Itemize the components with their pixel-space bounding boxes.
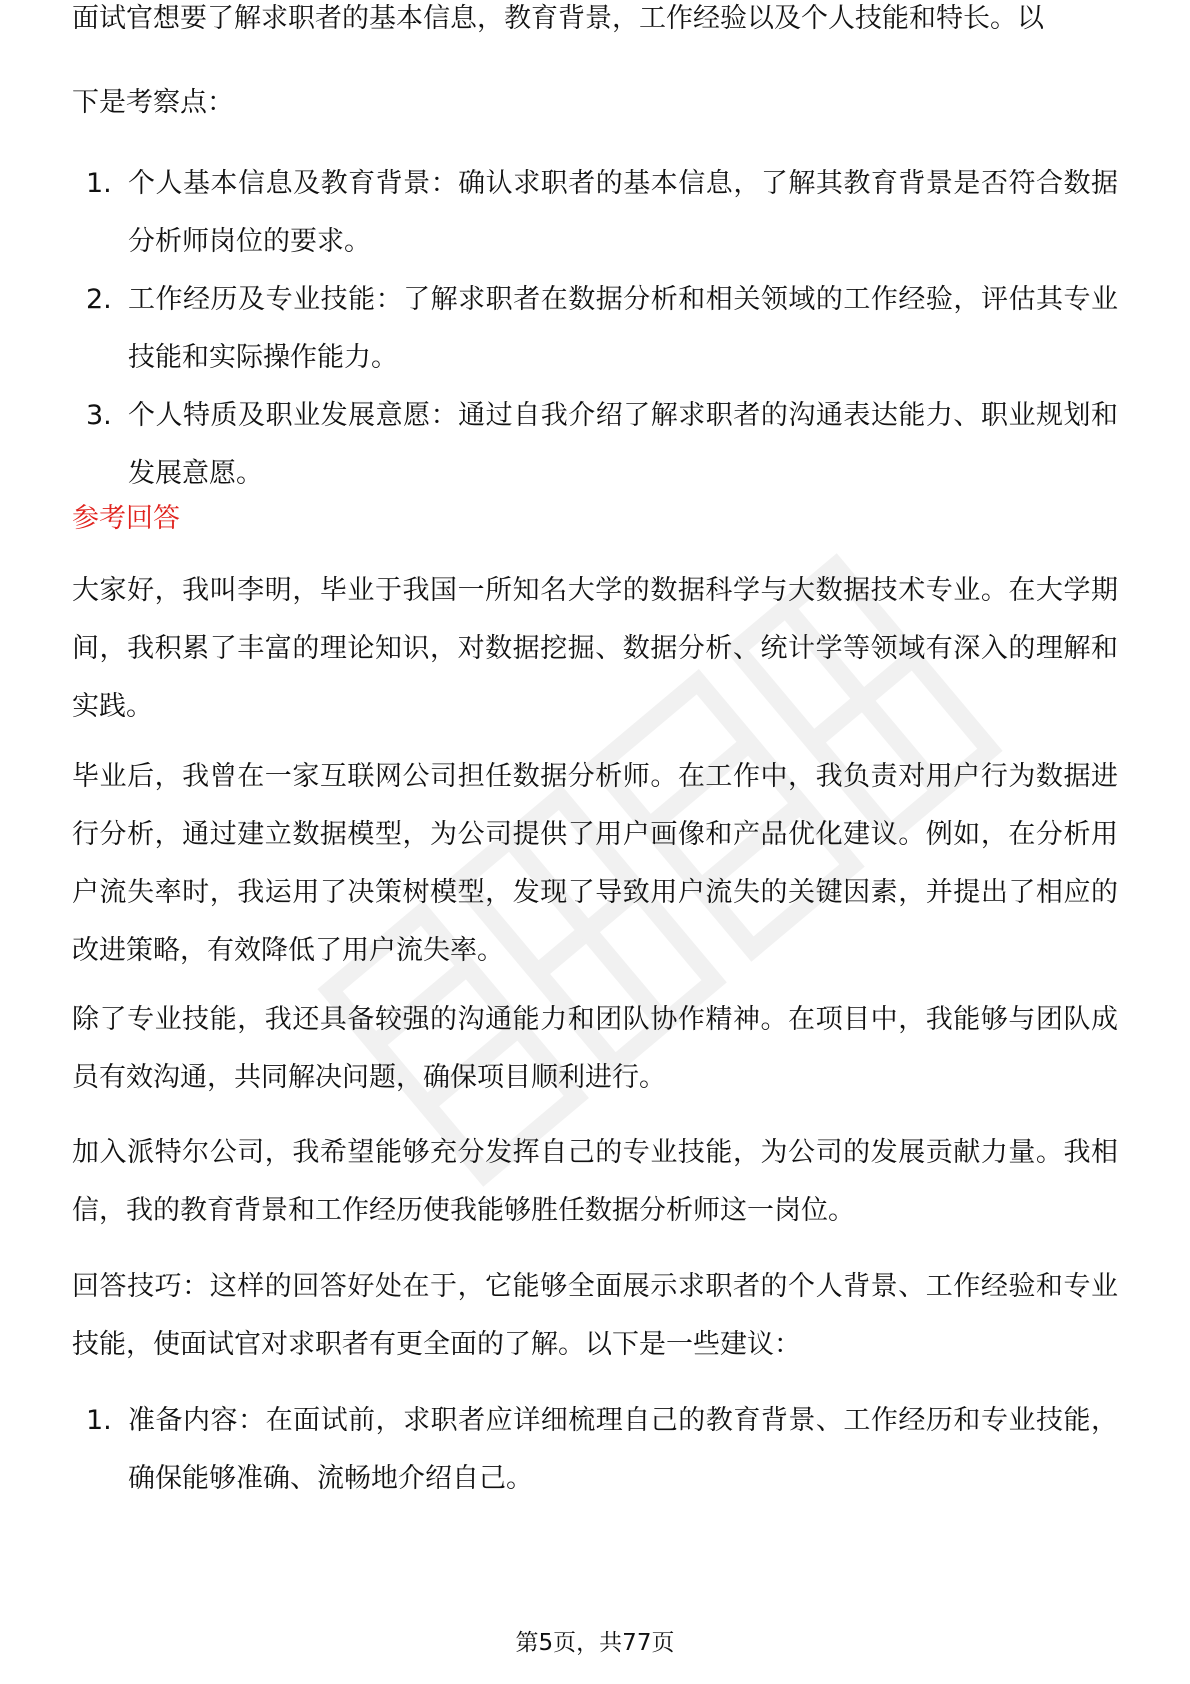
list-number: 2. [86, 284, 112, 315]
list-item-text: 准备内容：在面试前，求职者应详细梳理自己的教育背景、工作经历和专业技能，确保能够准确、流畅地介绍自己。 [128, 1405, 1118, 1494]
tips-list [72, 1392, 1118, 1508]
checkpoint-list [72, 155, 1118, 503]
list-item [72, 387, 1118, 503]
list-item-text: 工作经历及专业技能：了解求职者在数据分析和相关领域的工作经验，评估其专业技能和实际操作能力。 [128, 284, 1118, 373]
answer-tips-paragraph: 回答技巧：这样的回答好处在于，它能够全面展示求职者的个人背景、工作经验和专业技能，使面试官对求职者有更全面的了解。以下是一些建议： [72, 1271, 1118, 1360]
answer-paragraph: 毕业后，我曾在一家互联网公司担任数据分析师。在工作中，我负责对用户行为数据进行分析，通过建立数据模型，为公司提供了用户画像和产品优化建议。例如，在分析用户流失率时，我运用了决策树模型，发现了导致用户流失的关键因素，并提出了相应的改进策略，有效降低了用户流失率。 [72, 761, 1118, 966]
list-item-text: 个人特质及职业发展意愿：通过自我介绍了解求职者的沟通表达能力、职业规划和发展意愿。 [128, 400, 1118, 489]
list-number: 1. [86, 168, 112, 199]
answer-heading: 参考回答 [72, 503, 180, 534]
answer-paragraph: 加入派特尔公司，我希望能够充分发挥自己的专业技能，为公司的发展贡献力量。我相信，我的教育背景和工作经历使我能够胜任数据分析师这一岗位。 [72, 1137, 1118, 1226]
answer-paragraph: 除了专业技能，我还具备较强的沟通能力和团队协作精神。在项目中，我能够与团队成员有效沟通，共同解决问题，确保项目顺利进行。 [72, 1004, 1118, 1093]
list-item [72, 155, 1118, 271]
intro-tail: 下是考察点： [72, 87, 234, 118]
page-footer: 第5页，共77页 [515, 1630, 675, 1656]
list-item [72, 271, 1118, 387]
list-item [72, 1392, 1118, 1508]
list-number: 3. [86, 400, 112, 431]
list-item-text: 个人基本信息及教育背景：确认求职者的基本信息，了解其教育背景是否符合数据分析师岗位的要求。 [128, 168, 1118, 257]
answer-paragraph: 大家好，我叫李明，毕业于我国一所知名大学的数据科学与大数据技术专业。在大学期间，我积累了丰富的理论知识，对数据挖掘、数据分析、统计学等领域有深入的理解和实践。 [72, 575, 1118, 722]
intro-cut-text: 面试官想要了解求职者的基本信息，教育背景，工作经验以及个人技能和特长。以 [72, 3, 1044, 34]
list-number: 1. [86, 1405, 112, 1436]
intro-cut-line [72, 3, 1118, 66]
